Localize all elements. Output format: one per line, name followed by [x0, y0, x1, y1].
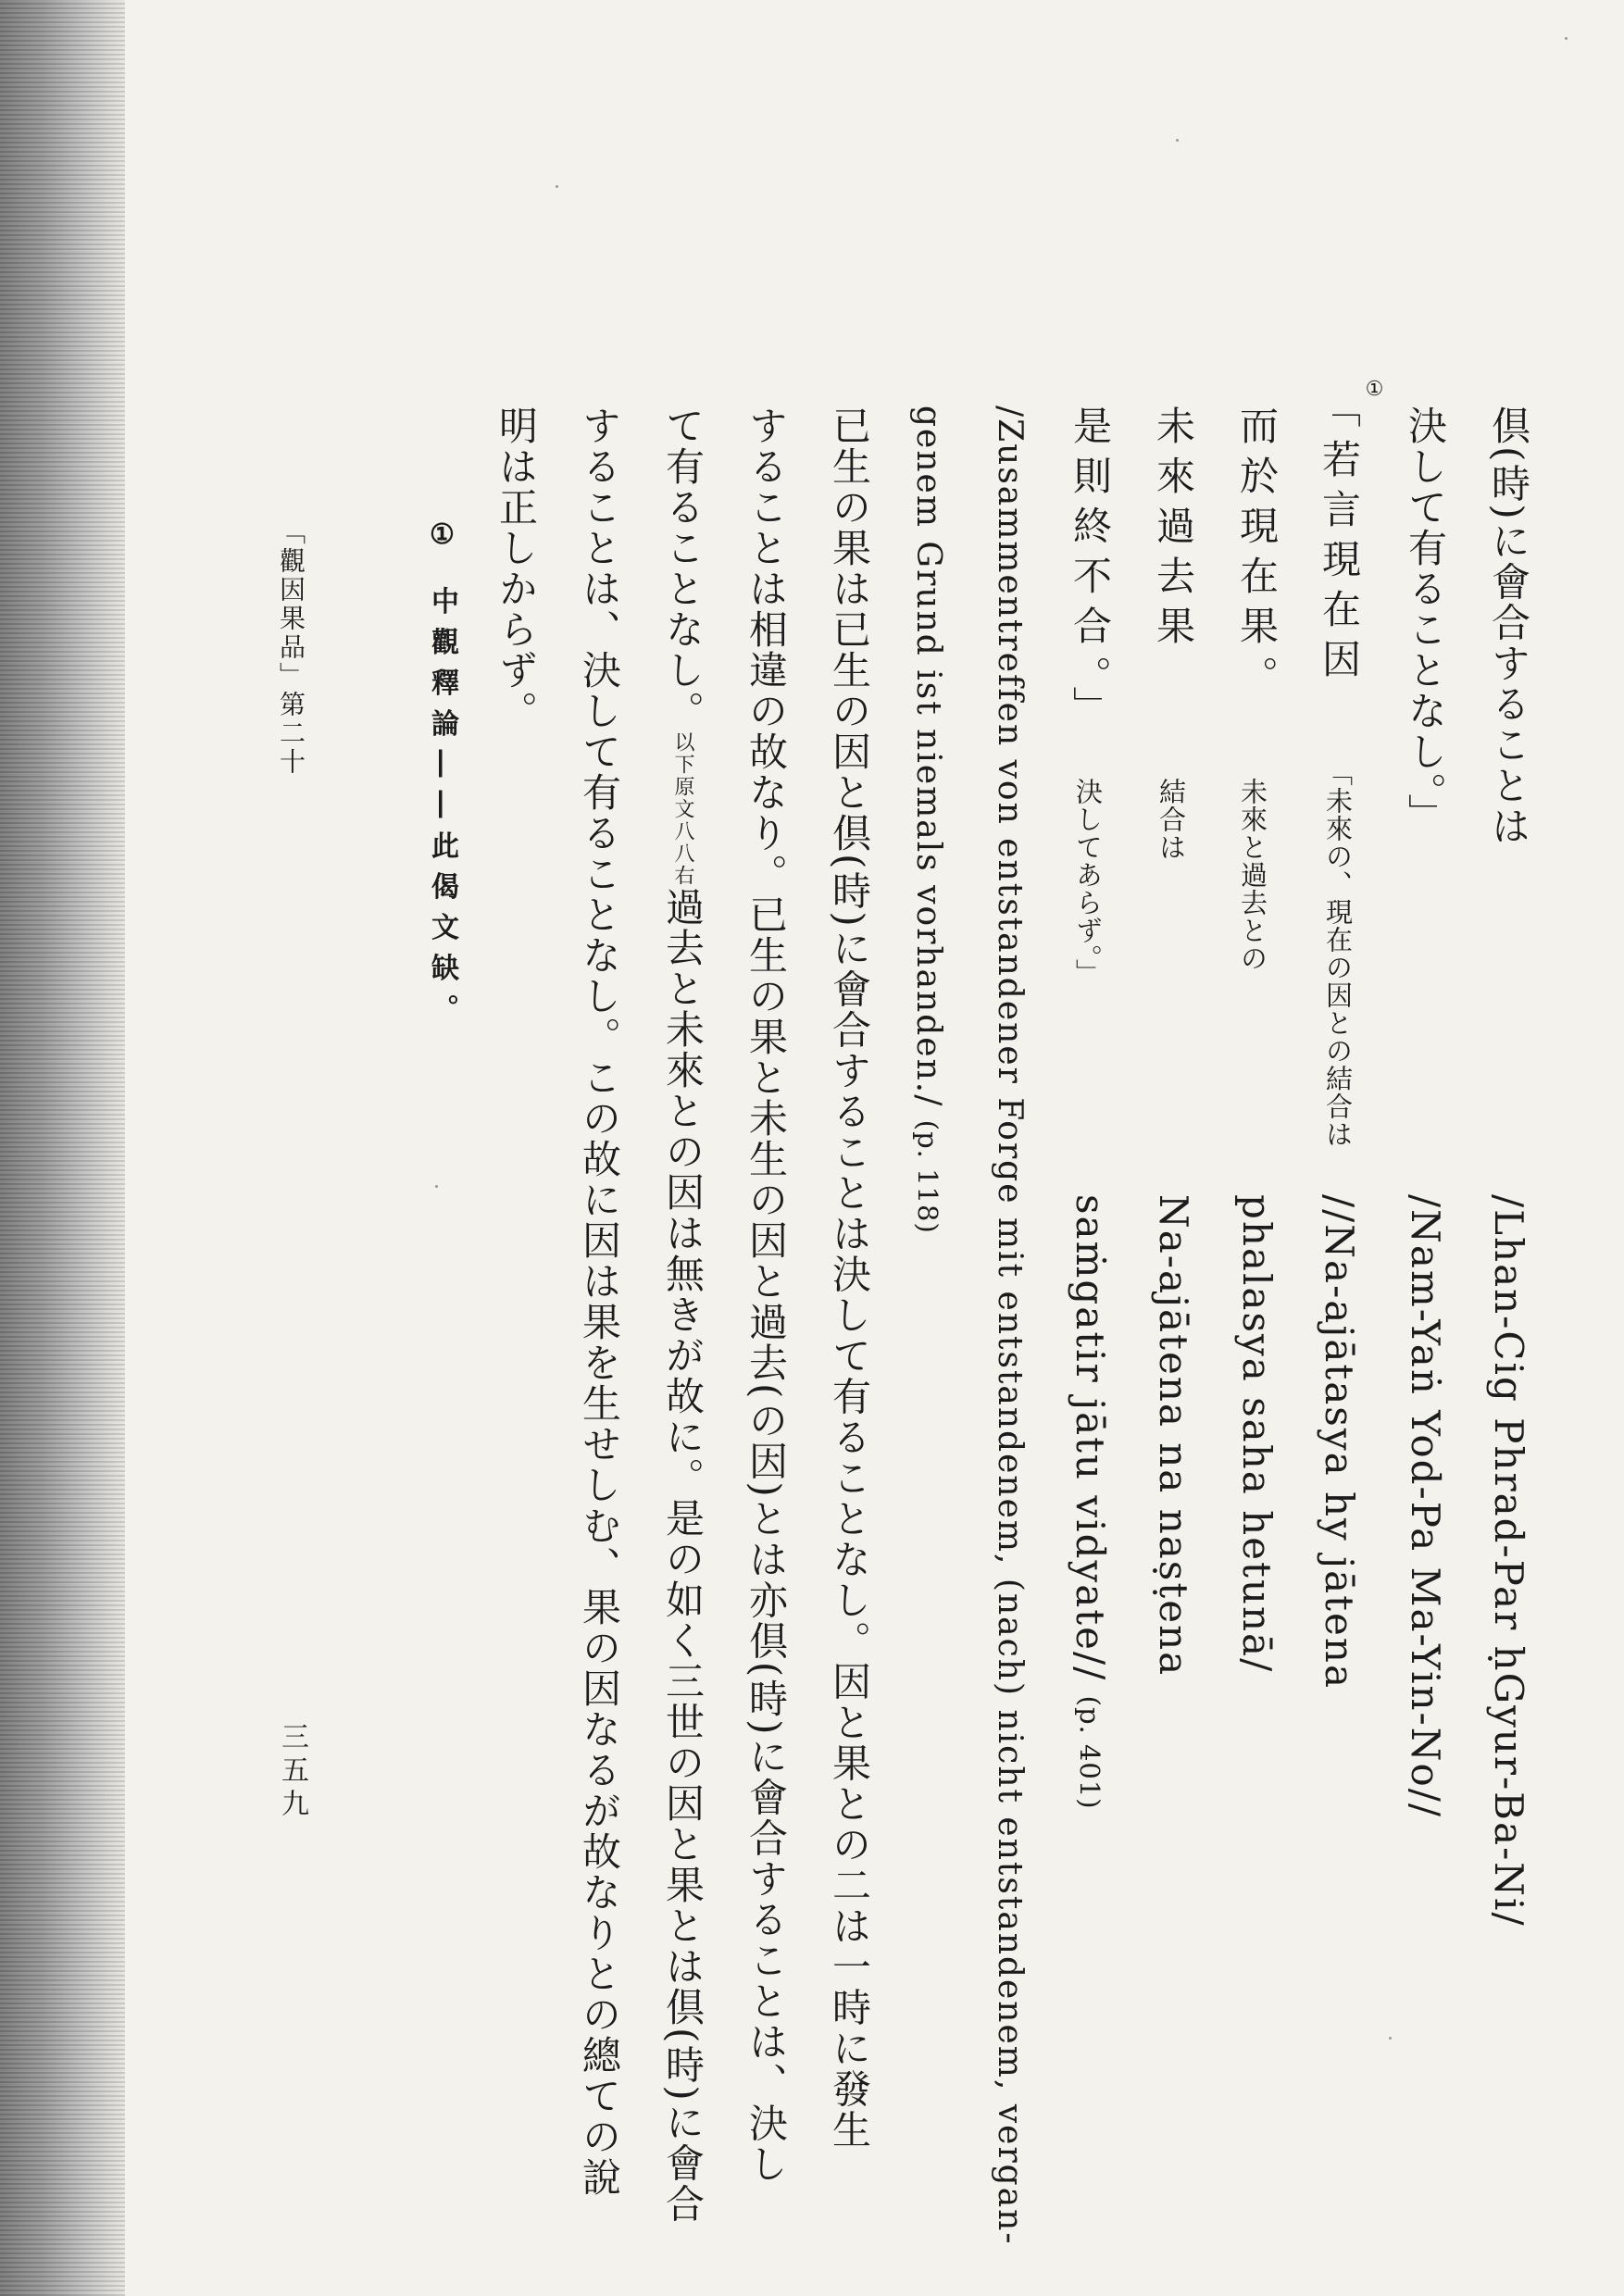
verse-footnote-marker: ①	[1363, 378, 1386, 403]
body-line-4: することは、決して有ることなし。この故に因は果を生せしむ、果の因なるが故なりとの總ての說	[577, 406, 622, 2198]
original-page-note: 以下原文八八右	[671, 731, 694, 887]
scan-speck	[1389, 2037, 1392, 2040]
german-line-2	[909, 406, 947, 1234]
sanskrit-line-4-text: saṁgatir jātu vidyate//	[1068, 1194, 1113, 1682]
body-line-1: 已生の果は已生の因と倶(時)に會合することは決して有ることなし。因と果との二は一時に發生	[827, 406, 872, 2151]
japanese-line-2: 決して有ることなし。」	[1403, 406, 1448, 834]
scan-speck	[1565, 37, 1568, 40]
japanese-line-1: 倶(時)に會合することは	[1486, 406, 1531, 847]
footnote: ① 中觀釋論――此偈文缺。	[426, 518, 458, 1035]
tibetan-line-1: /Lhan-Cig Phrad-Par ḥGyur-Ba-Ni/	[1486, 1194, 1531, 1928]
german-line-1: /Zusammentreffen von entstandener Forge mit entstandenem, (nach) nicht entstandenem, vergan-	[991, 406, 1029, 2246]
verse-translation-line-1: 「未來の、現在の因との結合は	[1322, 759, 1354, 1148]
scan-speck	[556, 185, 558, 188]
chinese-verse-line-3: 未來過去果	[1151, 406, 1196, 655]
page-number: 三五九	[276, 1722, 308, 1822]
verse-translation-line-4: 決してあらず。」	[1072, 778, 1104, 987]
scan-speck	[1176, 139, 1179, 142]
chinese-verse-line-2: 而於現在果。	[1234, 406, 1280, 705]
chinese-verse-line-4: 是則終不合。」	[1068, 406, 1113, 736]
german-line-2-text: genem Grund ist niemals vorhanden./	[909, 406, 947, 1108]
tibetan-line-2: /Nam-Yaṅ Yod-Pa Ma-Yin-No//	[1403, 1194, 1448, 1819]
sanskrit-line-2: phalasya saha hetunā/	[1234, 1194, 1280, 1674]
sanskrit-line-1: //Na-ajātasya hy jātena	[1317, 1194, 1362, 1690]
sanskrit-ref: (p. 401)	[1074, 1695, 1106, 1810]
body-line-5: 明は正しからず。	[493, 406, 539, 731]
binding-edge	[0, 0, 125, 2296]
sanskrit-line-3: Na-ajātena na naṣṭena	[1151, 1194, 1196, 1678]
german-ref: (p. 118)	[912, 1119, 943, 1234]
sanskrit-line-4	[1068, 1194, 1113, 1810]
verse-translation-line-2: 未來と過去との	[1237, 778, 1268, 972]
body-line-2: することは相違の故なり。已生の果と未生の因と過去(の因)とは亦倶(時)に會合することは、決し	[743, 406, 789, 2185]
body-line-3b: 過去と未來との因は無きが故に。是の如く三世の因と果とは倶(時)に會合	[660, 887, 706, 2225]
running-title: 「觀因果品」第二十	[276, 518, 306, 777]
chinese-verse-line-1: 「若言現在因	[1317, 389, 1362, 689]
scan-speck	[435, 1185, 438, 1188]
body-line-3a: て有ることなし。	[660, 406, 706, 731]
verse-translation-line-3: 結合は	[1156, 778, 1187, 861]
body-line-3	[660, 406, 706, 2225]
